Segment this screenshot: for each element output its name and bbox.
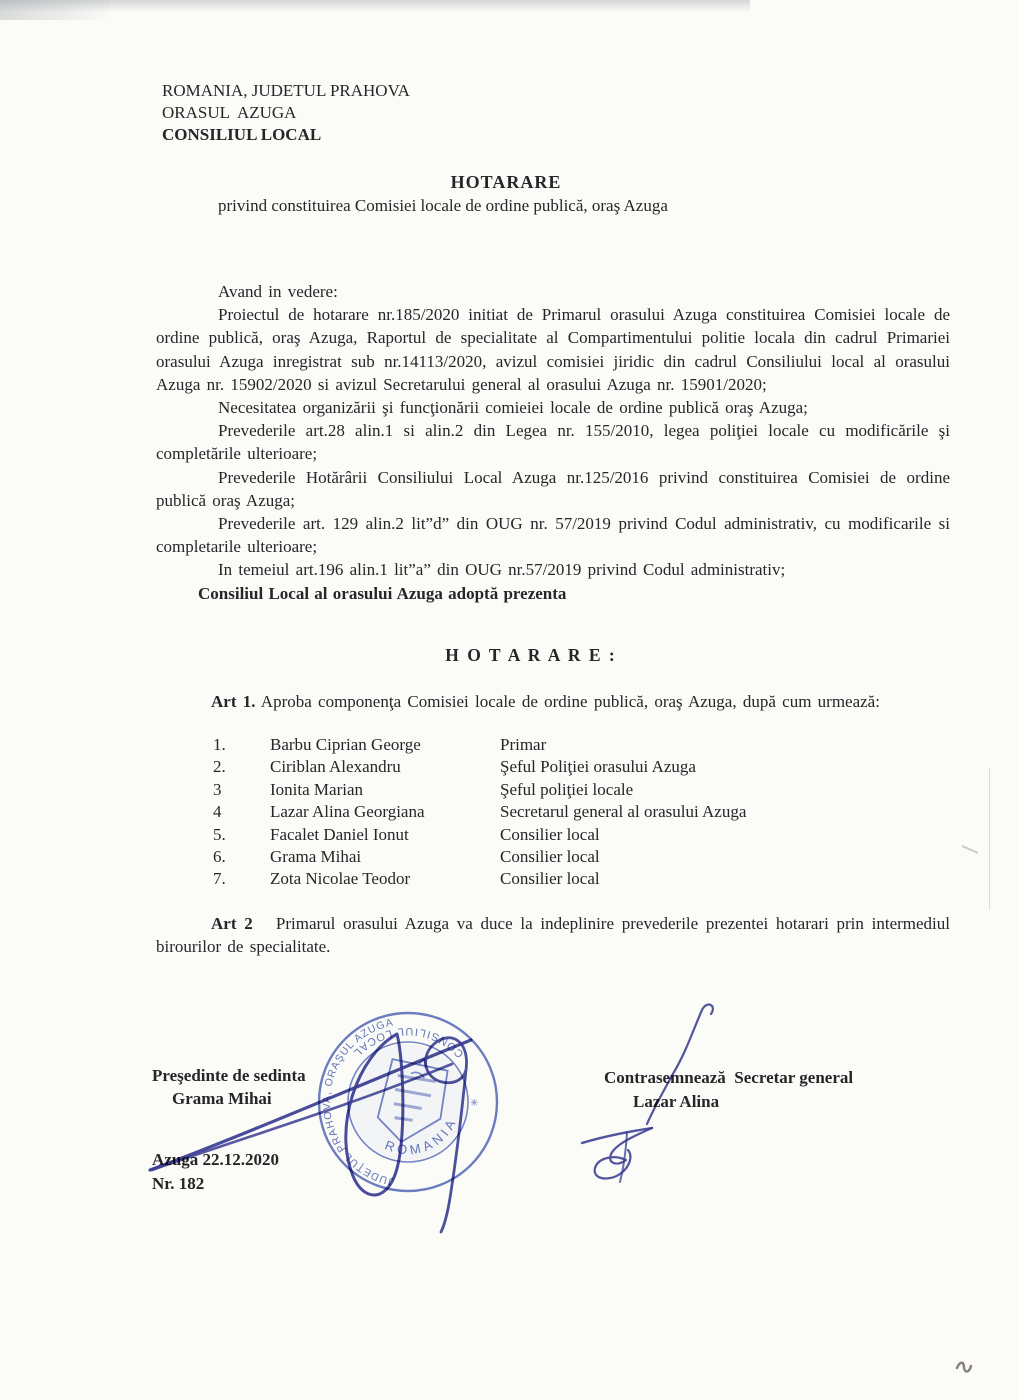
member-row (213, 756, 746, 778)
member-row (213, 779, 746, 801)
preamble-paragraph: Prevederile art. 129 alin.2 lit”d” din OUG nr. 57/2019 privind Codul administrativ, cu modificarile si completarile ulterioare; (156, 514, 950, 557)
member-name: Grama Mihai (270, 847, 362, 867)
member-name: Facalet Daniel Ionut (270, 824, 409, 844)
president-name: Grama Mihai (172, 1089, 272, 1108)
stamp-star-icon: ✳ (470, 1098, 479, 1109)
scan-shadow-corner (0, 0, 110, 20)
member-name: Ionita Marian (270, 779, 363, 799)
member-number: 1. (213, 735, 226, 754)
member-role: Şeful poliţiei locale (500, 779, 634, 799)
decision-heading: H O T A R A R E : (445, 645, 617, 665)
preamble-paragraph: In temeiul art.196 alin.1 lit”a” din OUG nr.57/2019 privind Codul administrativ; (218, 560, 786, 580)
article-1-text: Aproba componenţa Comisiei locale de ordine publică, oraş Azuga, după cum urmează: (255, 692, 880, 711)
signature-stroke (582, 1128, 652, 1143)
commission-members-list (213, 734, 746, 891)
document-title: HOTARARE (450, 172, 562, 192)
preamble (156, 280, 950, 605)
president-title: Preşedinte de sedinta (152, 1066, 306, 1085)
preamble-paragraph: Prevederile art.28 alin.1 si alin.2 din Legea nr. 155/2010, legea poliţiei locale cu modificările şi completările ulterioare; (156, 421, 950, 464)
adoption-line: Consiliul Local al orasului Azuga adoptă prezenta (198, 583, 567, 603)
member-name: Lazar Alina Georgiana (270, 802, 425, 822)
member-row (213, 868, 746, 890)
member-row (213, 801, 746, 823)
member-name: Ciriblan Alexandru (270, 757, 401, 777)
stamp-text-county: JUDEŢUL PRAHOVA, ORAŞUL AZUGA (320, 1016, 395, 1188)
letterhead-council: CONSILIUL LOCAL (162, 125, 322, 144)
member-name: Barbu Ciprian George (270, 735, 421, 754)
letterhead-country: ROMANIA, JUDETUL PRAHOVA (162, 81, 410, 100)
official-stamp (310, 1004, 506, 1200)
stamp-text-country: ROMANIA (382, 1114, 461, 1158)
place-and-date: Azuga 22.12.2020 (152, 1150, 280, 1169)
smudge-mark (957, 1363, 971, 1372)
preamble-paragraph: Proiectul de hotarare nr.185/2020 initiat de Primarul orasului Azuga constituirea Comisiei locale de ordine publică, oraş Azuga, Raportul de specialitate al Compartimentului politie locala din cadrul Primariei orasului Azuga inregistrat sub nr.14113/2020, avizul comisiei jiridic din cadrul Consiliului local al orasului Azuga nr. 15902/2020 si avizul Secretarului general al orasului Azuga nr. 15901/2020; (156, 305, 950, 394)
preamble-paragraph: Necesitatea organizării şi funcţionării comieiei locale de ordine publică oraş Azuga; (218, 398, 808, 418)
countersign-title: Contrasemnează Secretar general (604, 1068, 854, 1087)
member-role: Secretarul general al orasului Azuga (500, 802, 747, 822)
document-subtitle: privind constituirea Comisiei locale de ordine publică, oraş Azuga (218, 196, 668, 215)
member-row (213, 846, 746, 868)
member-role: Consilier local (500, 847, 600, 867)
article-2-text: Primarul orasului Azuga va duce la indeplinire prevederile prezentei hotarari prin intermediul birourilor de specialitate. (156, 914, 957, 956)
member-row (213, 734, 746, 756)
member-number: 2. (213, 757, 226, 777)
countersign-name: Lazar Alina (633, 1092, 720, 1111)
letterhead-city: ORASUL AZUGA (162, 103, 297, 122)
member-role: Consilier local (500, 824, 600, 844)
member-row (213, 824, 746, 846)
member-role: Primar (500, 735, 547, 754)
smudge-mark (962, 846, 978, 853)
member-number: 7. (213, 869, 226, 889)
title-block (0, 172, 1012, 193)
member-role: Şeful Poliţiei orasului Azuga (500, 757, 696, 777)
decision-number: Nr. 182 (152, 1174, 205, 1193)
signature-stroke (595, 1128, 652, 1179)
member-number: 5. (213, 824, 226, 844)
member-name: Zota Nicolae Teodor (270, 869, 411, 889)
scan-smudge-marks (957, 846, 978, 1372)
scan-shadow-top (0, 0, 750, 12)
member-role: Consilier local (500, 869, 600, 889)
article-2-label: Art 2 (211, 914, 253, 933)
signature-stroke (620, 1132, 627, 1182)
article-1 (156, 690, 950, 713)
member-number: 6. (213, 847, 226, 867)
article-1-label: Art 1. (211, 692, 256, 711)
member-number: 4 (213, 802, 222, 822)
preamble-intro: Avand in vedere: (218, 282, 338, 301)
preamble-paragraph: Prevederile Hotărârii Consiliului Local Azuga nr.125/2016 privind constituirea Comisiei de ordine publică oraş Azuga; (156, 467, 950, 510)
member-number: 3 (213, 779, 222, 799)
stamp-text-council: CONSILIUL LOCAL (349, 1024, 467, 1060)
letterhead (162, 80, 410, 146)
article-2 (156, 912, 957, 958)
scan-edge-line (989, 768, 990, 910)
